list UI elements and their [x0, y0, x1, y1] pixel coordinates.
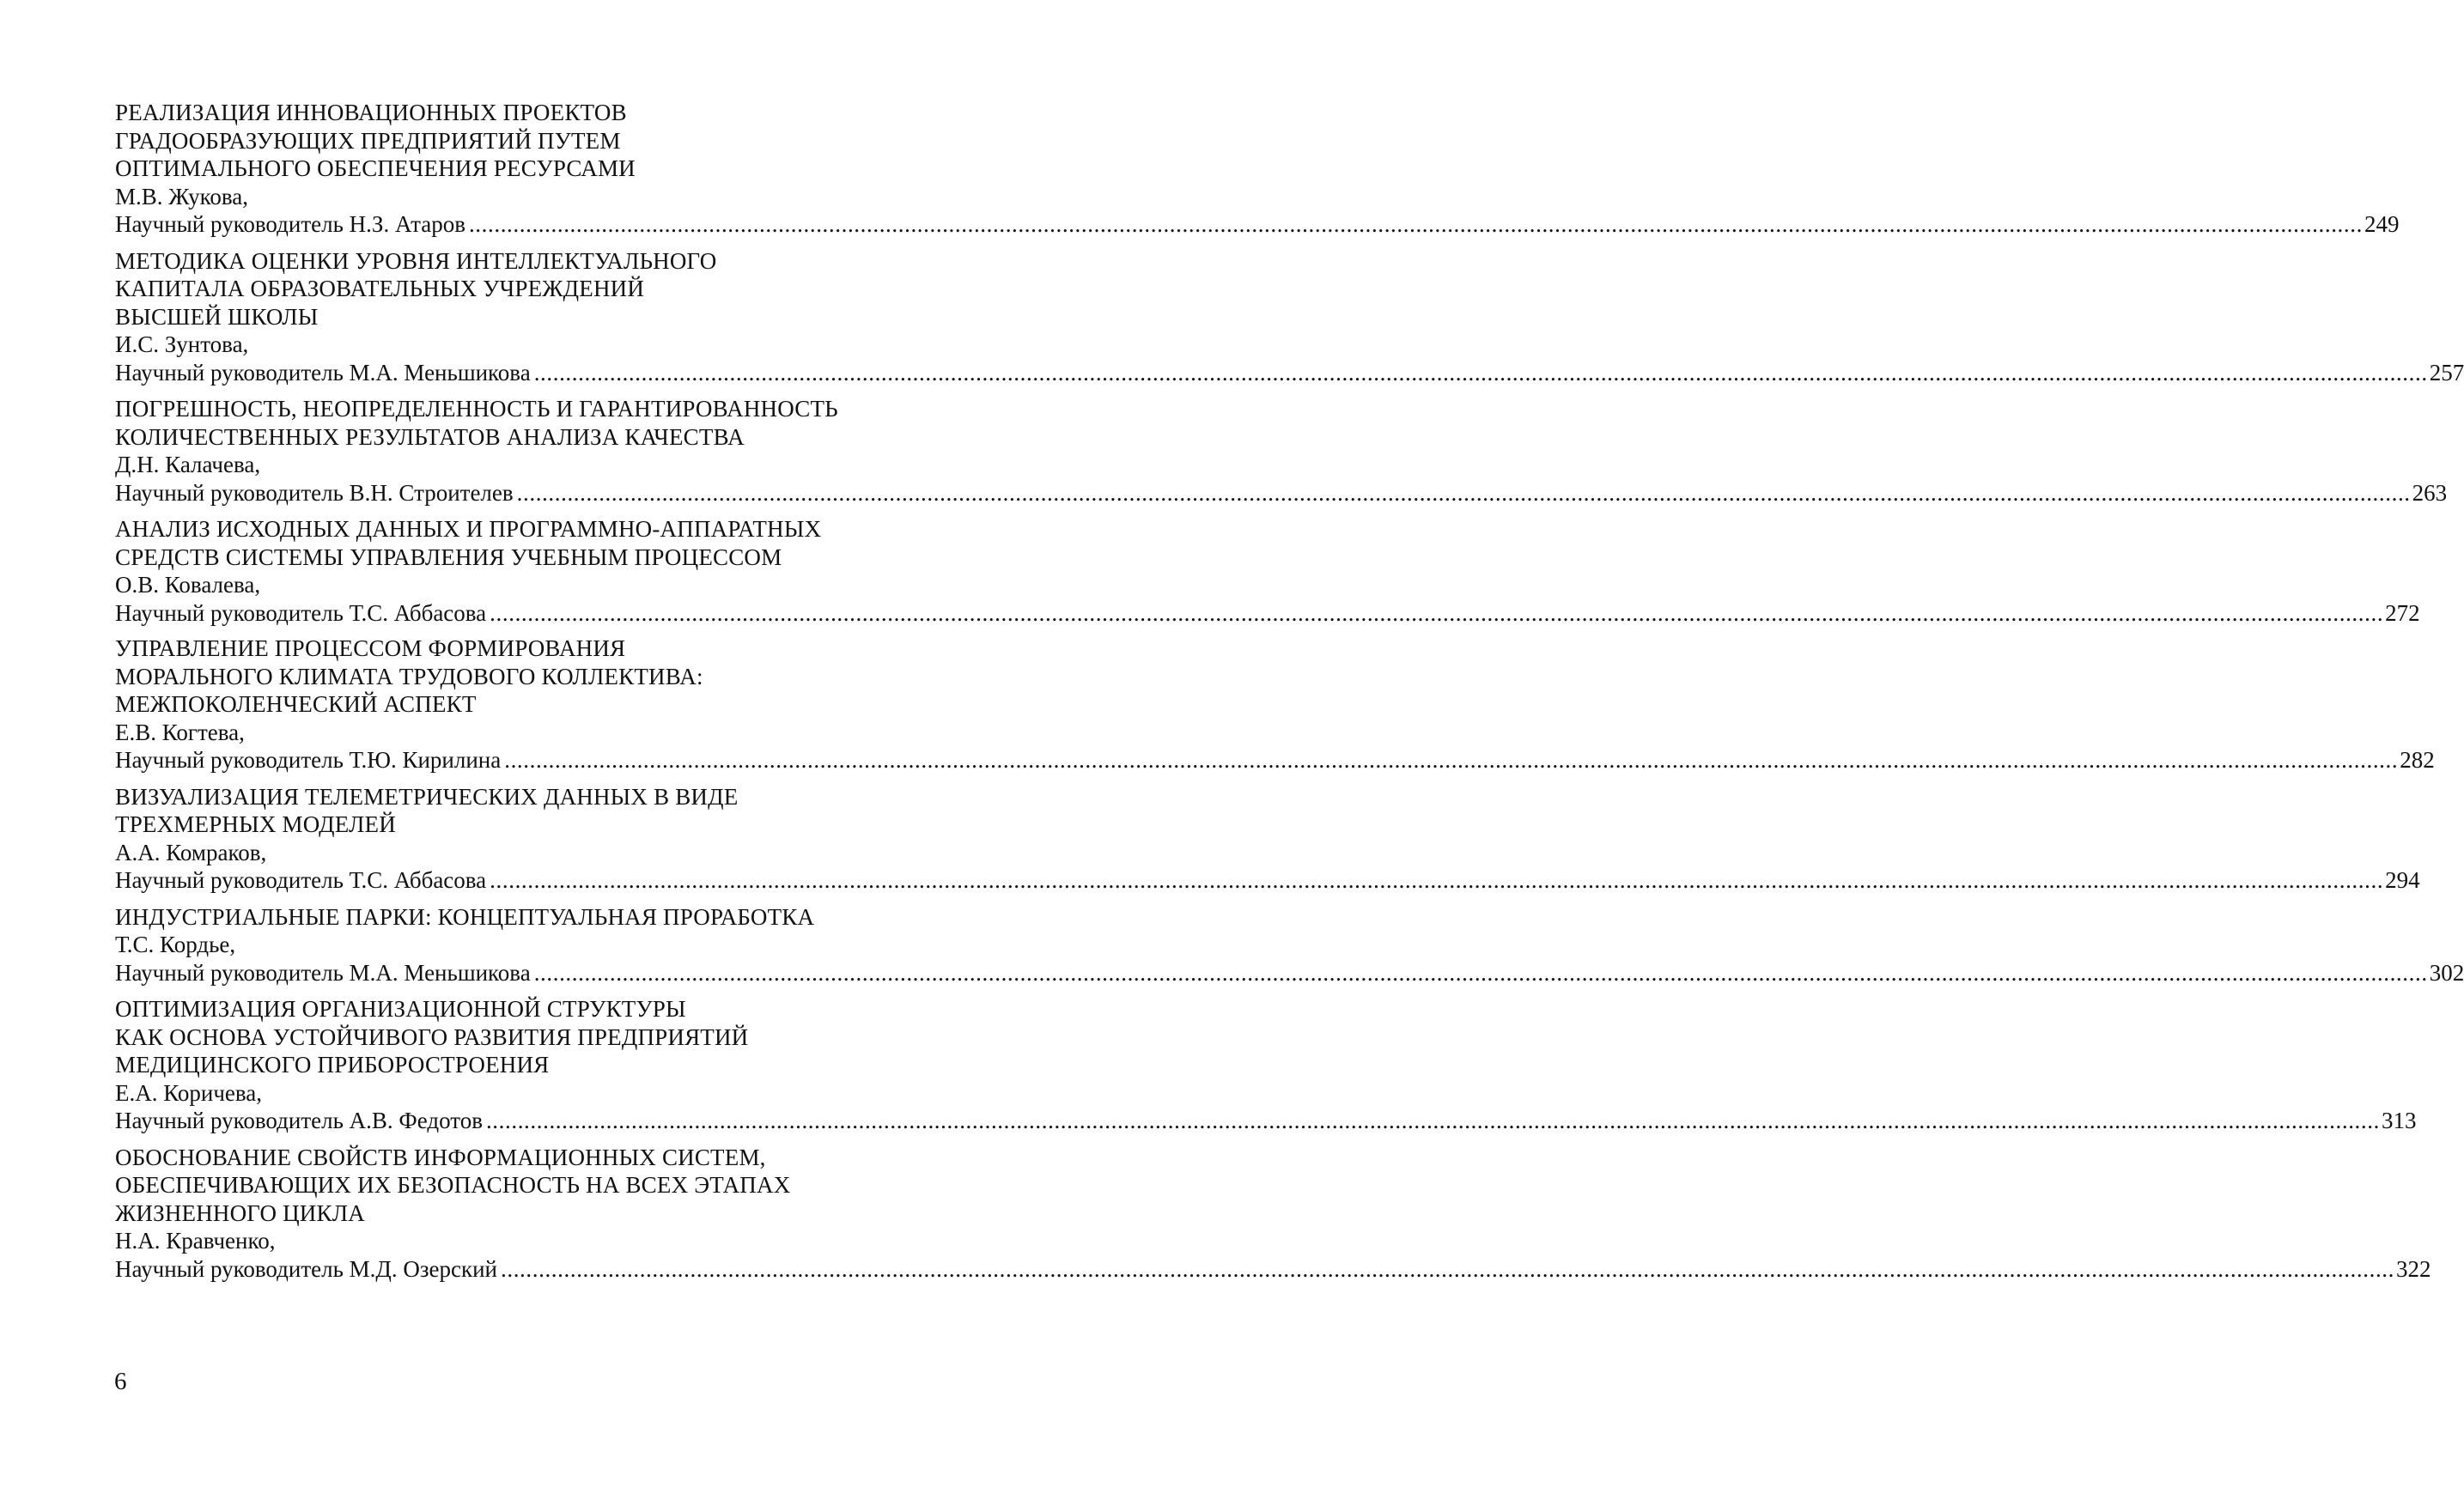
entry-supervisor: Научный руководитель Н.З. Атаров — [115, 211, 465, 237]
entry-supervisor: Научный руководитель Т.С. Аббасова — [115, 867, 487, 893]
entry-supervisor: Научный руководитель М.А. Меньшикова — [115, 959, 531, 986]
entry-title-line: ИНДУСТРИАЛЬНЫЕ ПАРКИ: КОНЦЕПТУАЛЬНАЯ ПРОРАБОТКА — [115, 903, 815, 930]
entry-supervisor: Научный руководитель М.А. Меньшикова — [115, 359, 531, 386]
entry-supervisor: Научный руководитель М.Д. Озерский — [115, 1255, 497, 1282]
dot-leader: ............................................................................................................................................................................................................................................................................................................ — [501, 1255, 2394, 1282]
entry-supervisor-line — [115, 479, 2448, 507]
entry-page-number: 322 — [2396, 1255, 2431, 1282]
entry-title-line: МЕЖПОКОЛЕНЧЕСКИЙ АСПЕКТ — [115, 691, 477, 717]
entry-page-number: 294 — [2385, 867, 2420, 893]
entry-title-line: ВИЗУАЛИЗАЦИЯ ТЕЛЕМЕТРИЧЕСКИХ ДАННЫХ В ВИДЕ — [115, 783, 739, 810]
entry-page-number: 302 — [2429, 959, 2464, 986]
entry-title-line: УПРАВЛЕНИЕ ПРОЦЕССОМ ФОРМИРОВАНИЯ — [115, 635, 626, 661]
entry-title-line: ОПТИМИЗАЦИЯ ОРГАНИЗАЦИОННОЙ СТРУКТУРЫ — [115, 996, 686, 1022]
entry-page-number: 313 — [2381, 1108, 2417, 1133]
entry-title-line: ВЫСШЕЙ ШКОЛЫ — [115, 303, 319, 330]
entry-supervisor: Научный руководитель Т.С. Аббасова — [115, 599, 487, 626]
entry-author: Д.Н. Калачева, — [115, 452, 261, 477]
entry-title-line: КОЛИЧЕСТВЕННЫХ РЕЗУЛЬТАТОВ АНАЛИЗА КАЧЕСТВА — [115, 423, 745, 450]
entry-author: Е.В. Когтева, — [115, 719, 245, 745]
toc-entry — [115, 635, 2435, 774]
toc-entry — [115, 783, 2420, 895]
entry-supervisor: Научный руководитель А.В. Федотов — [115, 1108, 483, 1133]
dot-leader: ............................................................................................................................................................................................................................................................................................................ — [485, 1108, 2380, 1133]
toc-entry — [115, 395, 2448, 507]
dot-leader: ............................................................................................................................................................................................................................................................................................................ — [533, 959, 2428, 986]
entry-title-line: МОРАЛЬНОГО КЛИМАТА ТРУДОВОГО КОЛЛЕКТИВА: — [115, 663, 703, 689]
entry-title-line: ТРЕХМЕРНЫХ МОДЕЛЕЙ — [115, 811, 396, 837]
entry-page-number: 272 — [2385, 599, 2420, 626]
toc-entry — [115, 1144, 2431, 1284]
entry-supervisor-line — [115, 210, 2400, 239]
entry-supervisor: Научный руководитель Т.Ю. Кирилина — [115, 747, 502, 773]
entry-title-line: СРЕДСТВ СИСТЕМЫ УПРАВЛЕНИЯ УЧЕБНЫМ ПРОЦЕССОМ — [115, 543, 782, 570]
entry-title-line: КАПИТАЛА ОБРАЗОВАТЕЛЬНЫХ УЧРЕЖДЕНИЙ — [115, 276, 645, 301]
entry-supervisor-line — [115, 359, 2464, 387]
dot-leader: ............................................................................................................................................................................................................................................................................................................ — [533, 359, 2428, 386]
entry-page-number: 263 — [2412, 479, 2448, 506]
entry-title-line: МЕТОДИКА ОЦЕНКИ УРОВНЯ ИНТЕЛЛЕКТУАЛЬНОГО — [115, 247, 717, 274]
entry-author: Т.С. Кордье, — [115, 932, 236, 957]
entry-author: Е.А. Коричева, — [115, 1079, 263, 1106]
entry-title-line: ОБОСНОВАНИЕ СВОЙСТВ ИНФОРМАЦИОННЫХ СИСТЕМ, — [115, 1144, 766, 1170]
toc-entry — [115, 515, 2420, 627]
dot-leader: ............................................................................................................................................................................................................................................................................................................ — [490, 599, 2384, 626]
entry-title-line: АНАЛИЗ ИСХОДНЫХ ДАННЫХ И ПРОГРАММНО-АППАРАТНЫХ — [115, 516, 822, 542]
entry-author: А.А. Комраков, — [115, 839, 267, 865]
entry-author: Н.А. Кравченко, — [115, 1228, 276, 1254]
entry-supervisor-line — [115, 866, 2420, 895]
entry-page-number: 249 — [2364, 211, 2400, 237]
entry-supervisor-line — [115, 1255, 2431, 1284]
entry-supervisor-line — [115, 746, 2435, 774]
entry-author: И.С. Зунтова, — [115, 331, 249, 357]
toc-entry — [115, 903, 2464, 987]
table-of-contents — [115, 99, 2464, 1291]
entry-title-line: РЕАЛИЗАЦИЯ ИННОВАЦИОННЫХ ПРОЕКТОВ — [115, 100, 627, 125]
dot-leader: ............................................................................................................................................................................................................................................................................................................ — [516, 479, 2411, 506]
entry-title-line: ЖИЗНЕННОГО ЦИКЛА — [115, 1199, 365, 1226]
entry-supervisor: Научный руководитель В.Н. Строителев — [115, 479, 514, 506]
dot-leader: ............................................................................................................................................................................................................................................................................................................ — [504, 747, 2399, 773]
entry-title-line: ОБЕСПЕЧИВАЮЩИХ ИХ БЕЗОПАСНОСТЬ НА ВСЕХ ЭТАПАХ — [115, 1172, 791, 1198]
dot-leader: ............................................................................................................................................................................................................................................................................................................ — [468, 211, 2363, 237]
page-number: 6 — [114, 1368, 127, 1395]
toc-entry — [115, 99, 2400, 239]
entry-author: О.В. Ковалева, — [115, 572, 261, 598]
entry-title-line: КАК ОСНОВА УСТОЙЧИВОГО РАЗВИТИЯ ПРЕДПРИЯТИЙ — [115, 1023, 749, 1050]
entry-title-line: МЕДИЦИНСКОГО ПРИБОРОСТРОЕНИЯ — [115, 1052, 550, 1078]
entry-supervisor-line — [115, 599, 2420, 628]
entry-supervisor-line — [115, 959, 2464, 987]
entry-author: М.В. Жукова, — [115, 183, 249, 210]
dot-leader: ............................................................................................................................................................................................................................................................................................................ — [490, 867, 2384, 893]
toc-entry — [115, 995, 2417, 1135]
entry-title-line: ГРАДООБРАЗУЮЩИХ ПРЕДПРИЯТИЙ ПУТЕМ — [115, 127, 621, 154]
toc-entry — [115, 247, 2464, 387]
entry-page-number: 257 — [2429, 359, 2464, 386]
entry-title-line: ПОГРЕШНОСТЬ, НЕОПРЕДЕЛЕННОСТЬ И ГАРАНТИРОВАННОСТЬ — [115, 396, 838, 422]
entry-supervisor-line — [115, 1107, 2417, 1135]
entry-title-line: ОПТИМАЛЬНОГО ОБЕСПЕЧЕНИЯ РЕСУРСАМИ — [115, 155, 636, 181]
entry-page-number: 282 — [2400, 747, 2435, 773]
